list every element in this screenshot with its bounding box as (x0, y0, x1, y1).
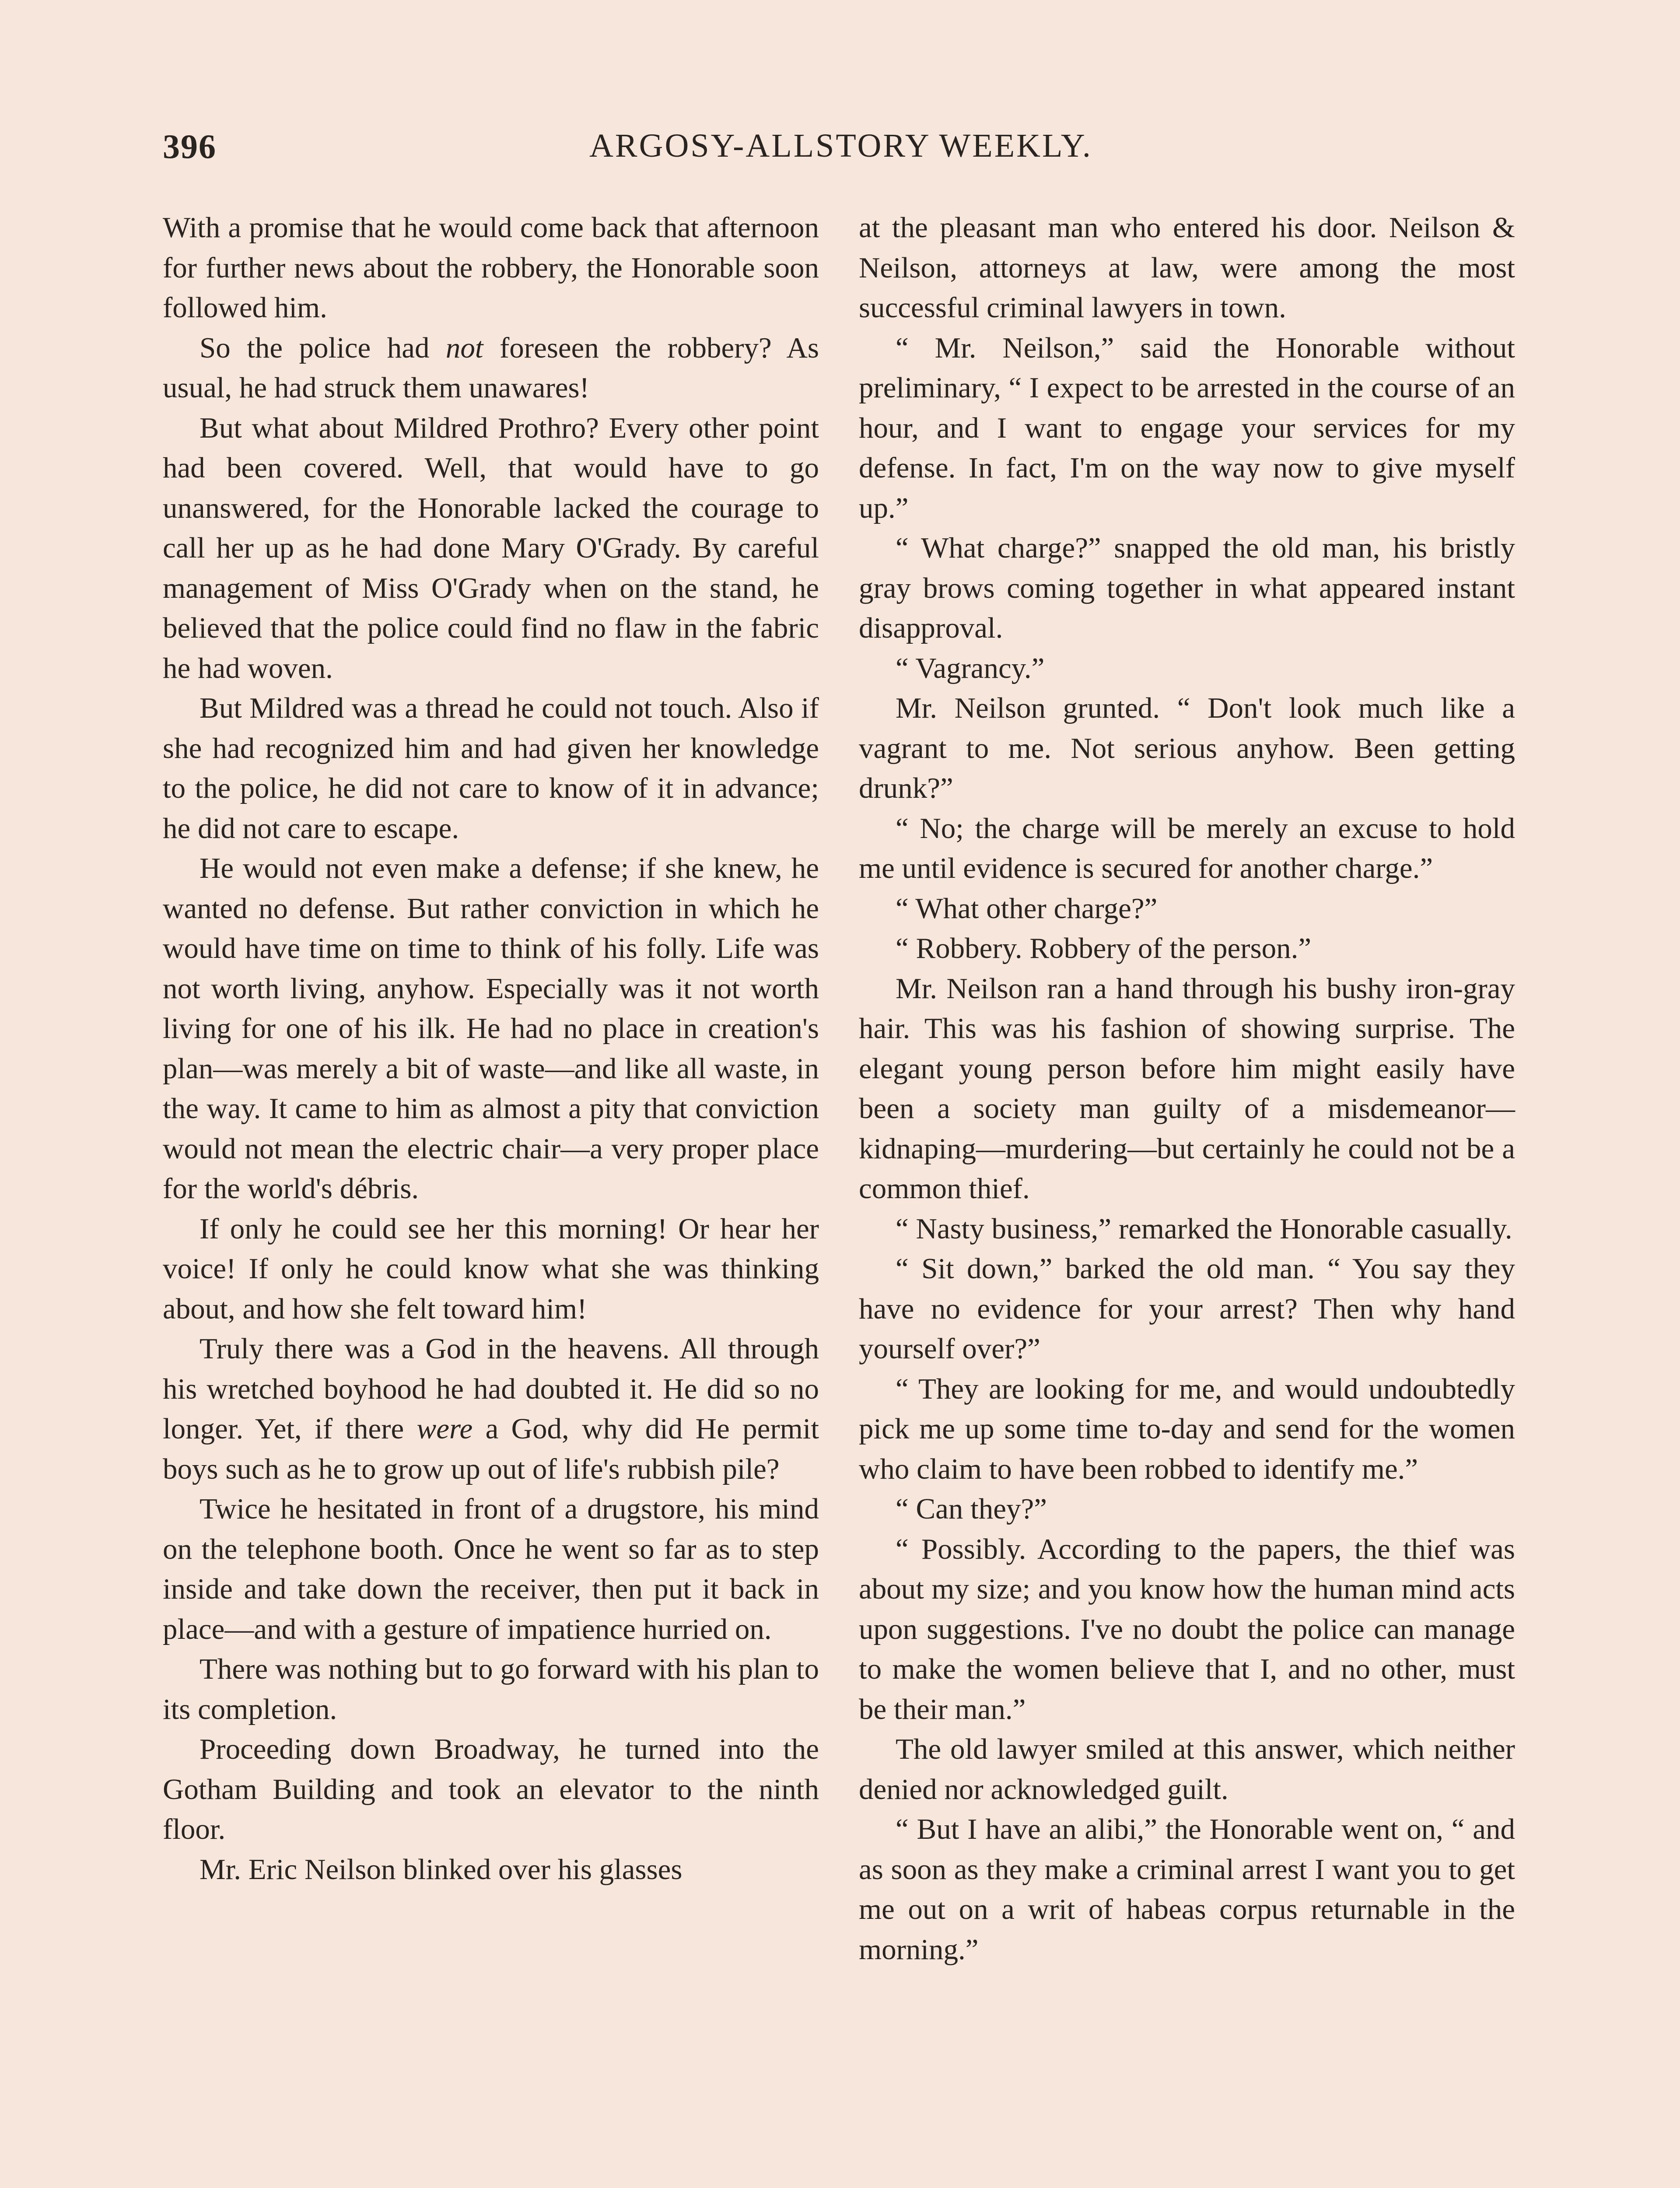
paragraph: “ But I have an alibi,” the Honorable went on, “ and as soon as they make a criminal arrest I want you to get me out on a writ of habeas corpus returnable in the morning.” (859, 1813, 1515, 1966)
paragraph: With a promise that he would come back that afternoon for further news about the robbery, the Honorable soon followed him. (163, 211, 819, 324)
paragraph: But Mildred was a thread he could not touch. Also if she had recognized him and had given her knowledge to the police, he did not care to know of it in advance; he did not care to escape. (163, 692, 819, 845)
paragraph: Truly there was a God in the heavens. All through his wretched boyhood he had doubted it. He did so no longer. Yet, if there were a God, why did He permit boys such as he to grow up out of life's rubbish pile? (163, 1332, 819, 1485)
paragraph: Mr. Eric Neilson blinked over his glasses (200, 1853, 682, 1886)
paragraph: There was nothing but to go forward with his plan to its completion. (163, 1653, 819, 1725)
paragraph: “ What charge?” snapped the old man, his bristly gray brows coming together in what appeared instant disapproval. (859, 532, 1515, 644)
paragraph: “ Nasty business,” remarked the Honorable casually. (896, 1212, 1512, 1245)
paragraph: Proceeding down Broadway, he turned into the Gotham Building and took an elevator to the ninth floor. (163, 1733, 819, 1845)
paragraph: Mr. Neilson ran a hand through his bushy iron-gray hair. This was his fashion of showing surprise. The elegant young person before him might easily have been a society man guilty of a misdemeanor—kidnaping—murdering—but certainly he could not be a common thief. (859, 972, 1515, 1205)
page-header (163, 127, 1519, 175)
paragraph: “ Mr. Neilson,” said the Honorable without preliminary, “ I expect to be arrested in the course of an hour, and I want to engage your services for my defense. In fact, I'm on the way now to give myself up.” (859, 331, 1515, 524)
page-number: 396 (163, 127, 217, 165)
paragraph: If only he could see her this morning! Or hear her voice! If only he could know what she was thinking about, and how she felt toward him! (163, 1212, 819, 1325)
paragraph: at the pleasant man who entered his door. Neilson & Neilson, attorneys at law, were among the most successful criminal lawyers in town. (859, 211, 1515, 324)
paragraph: The old lawyer smiled at this answer, which neither denied nor acknowledged guilt. (859, 1733, 1515, 1806)
emphasis: not (445, 331, 483, 364)
paragraph: “ Robbery. Robbery of the person.” (896, 932, 1312, 964)
paragraph: “ Possibly. According to the papers, the thief was about my size; and you know how the human mind acts upon suggestions. I've no doubt the police can manage to make the women believe that I, and no other, must be their man.” (859, 1532, 1515, 1725)
paragraph: Twice he hesitated in front of a drugstore, his mind on the telephone booth. Once he went so far as to step inside and take down the receiver, then put it back in place—and with a gesture of impatience hurried on. (163, 1493, 819, 1645)
left-column (163, 208, 819, 1890)
paragraph: “ What other charge?” (896, 892, 1158, 925)
paragraph: “ Vagrancy.” (896, 652, 1045, 684)
paragraph: So the police had not foreseen the robbery? As usual, he had struck them unawares! (163, 331, 819, 404)
paragraph: Mr. Neilson grunted. “ Don't look much like a vagrant to me. Not serious anyhow. Been getting drunk?” (859, 692, 1515, 804)
emphasis: were (416, 1413, 473, 1445)
paragraph: “ Can they?” (896, 1493, 1047, 1525)
running-head: ARGOSY-ALLSTORY WEEKLY. (589, 127, 1092, 164)
paragraph: He would not even make a defense; if she knew, he wanted no defense. But rather conviction in which he would have time on time to think of his folly. Life was not worth living, anyhow. Especially was it not worth living for one of his ilk. He had no place in creation's plan—was merely a bit of waste—and like all waste, in the way. It came to him as almost a pity that conviction would not mean the electric chair—a very proper place for the world's débris. (163, 852, 819, 1205)
paragraph: “ No; the charge will be merely an excuse to hold me until evidence is secured for another charge.” (859, 812, 1515, 884)
paragraph: “ Sit down,” barked the old man. “ You say they have no evidence for your arrest? Then why hand yourself over?” (859, 1252, 1515, 1365)
paragraph: “ They are looking for me, and would undoubtedly pick me up some time to-day and send for the women who claim to have been robbed to identify me.” (859, 1372, 1515, 1485)
right-column (859, 208, 1515, 1970)
paragraph: But what about Mildred Prothro? Every other point had been covered. Well, that would have to go unanswered, for the Honorable lacked the courage to call her up as he had done Mary O'Grady. By careful management of Miss O'Grady when on the stand, he believed that the police could find no flaw in the fabric he had woven. (163, 411, 819, 684)
